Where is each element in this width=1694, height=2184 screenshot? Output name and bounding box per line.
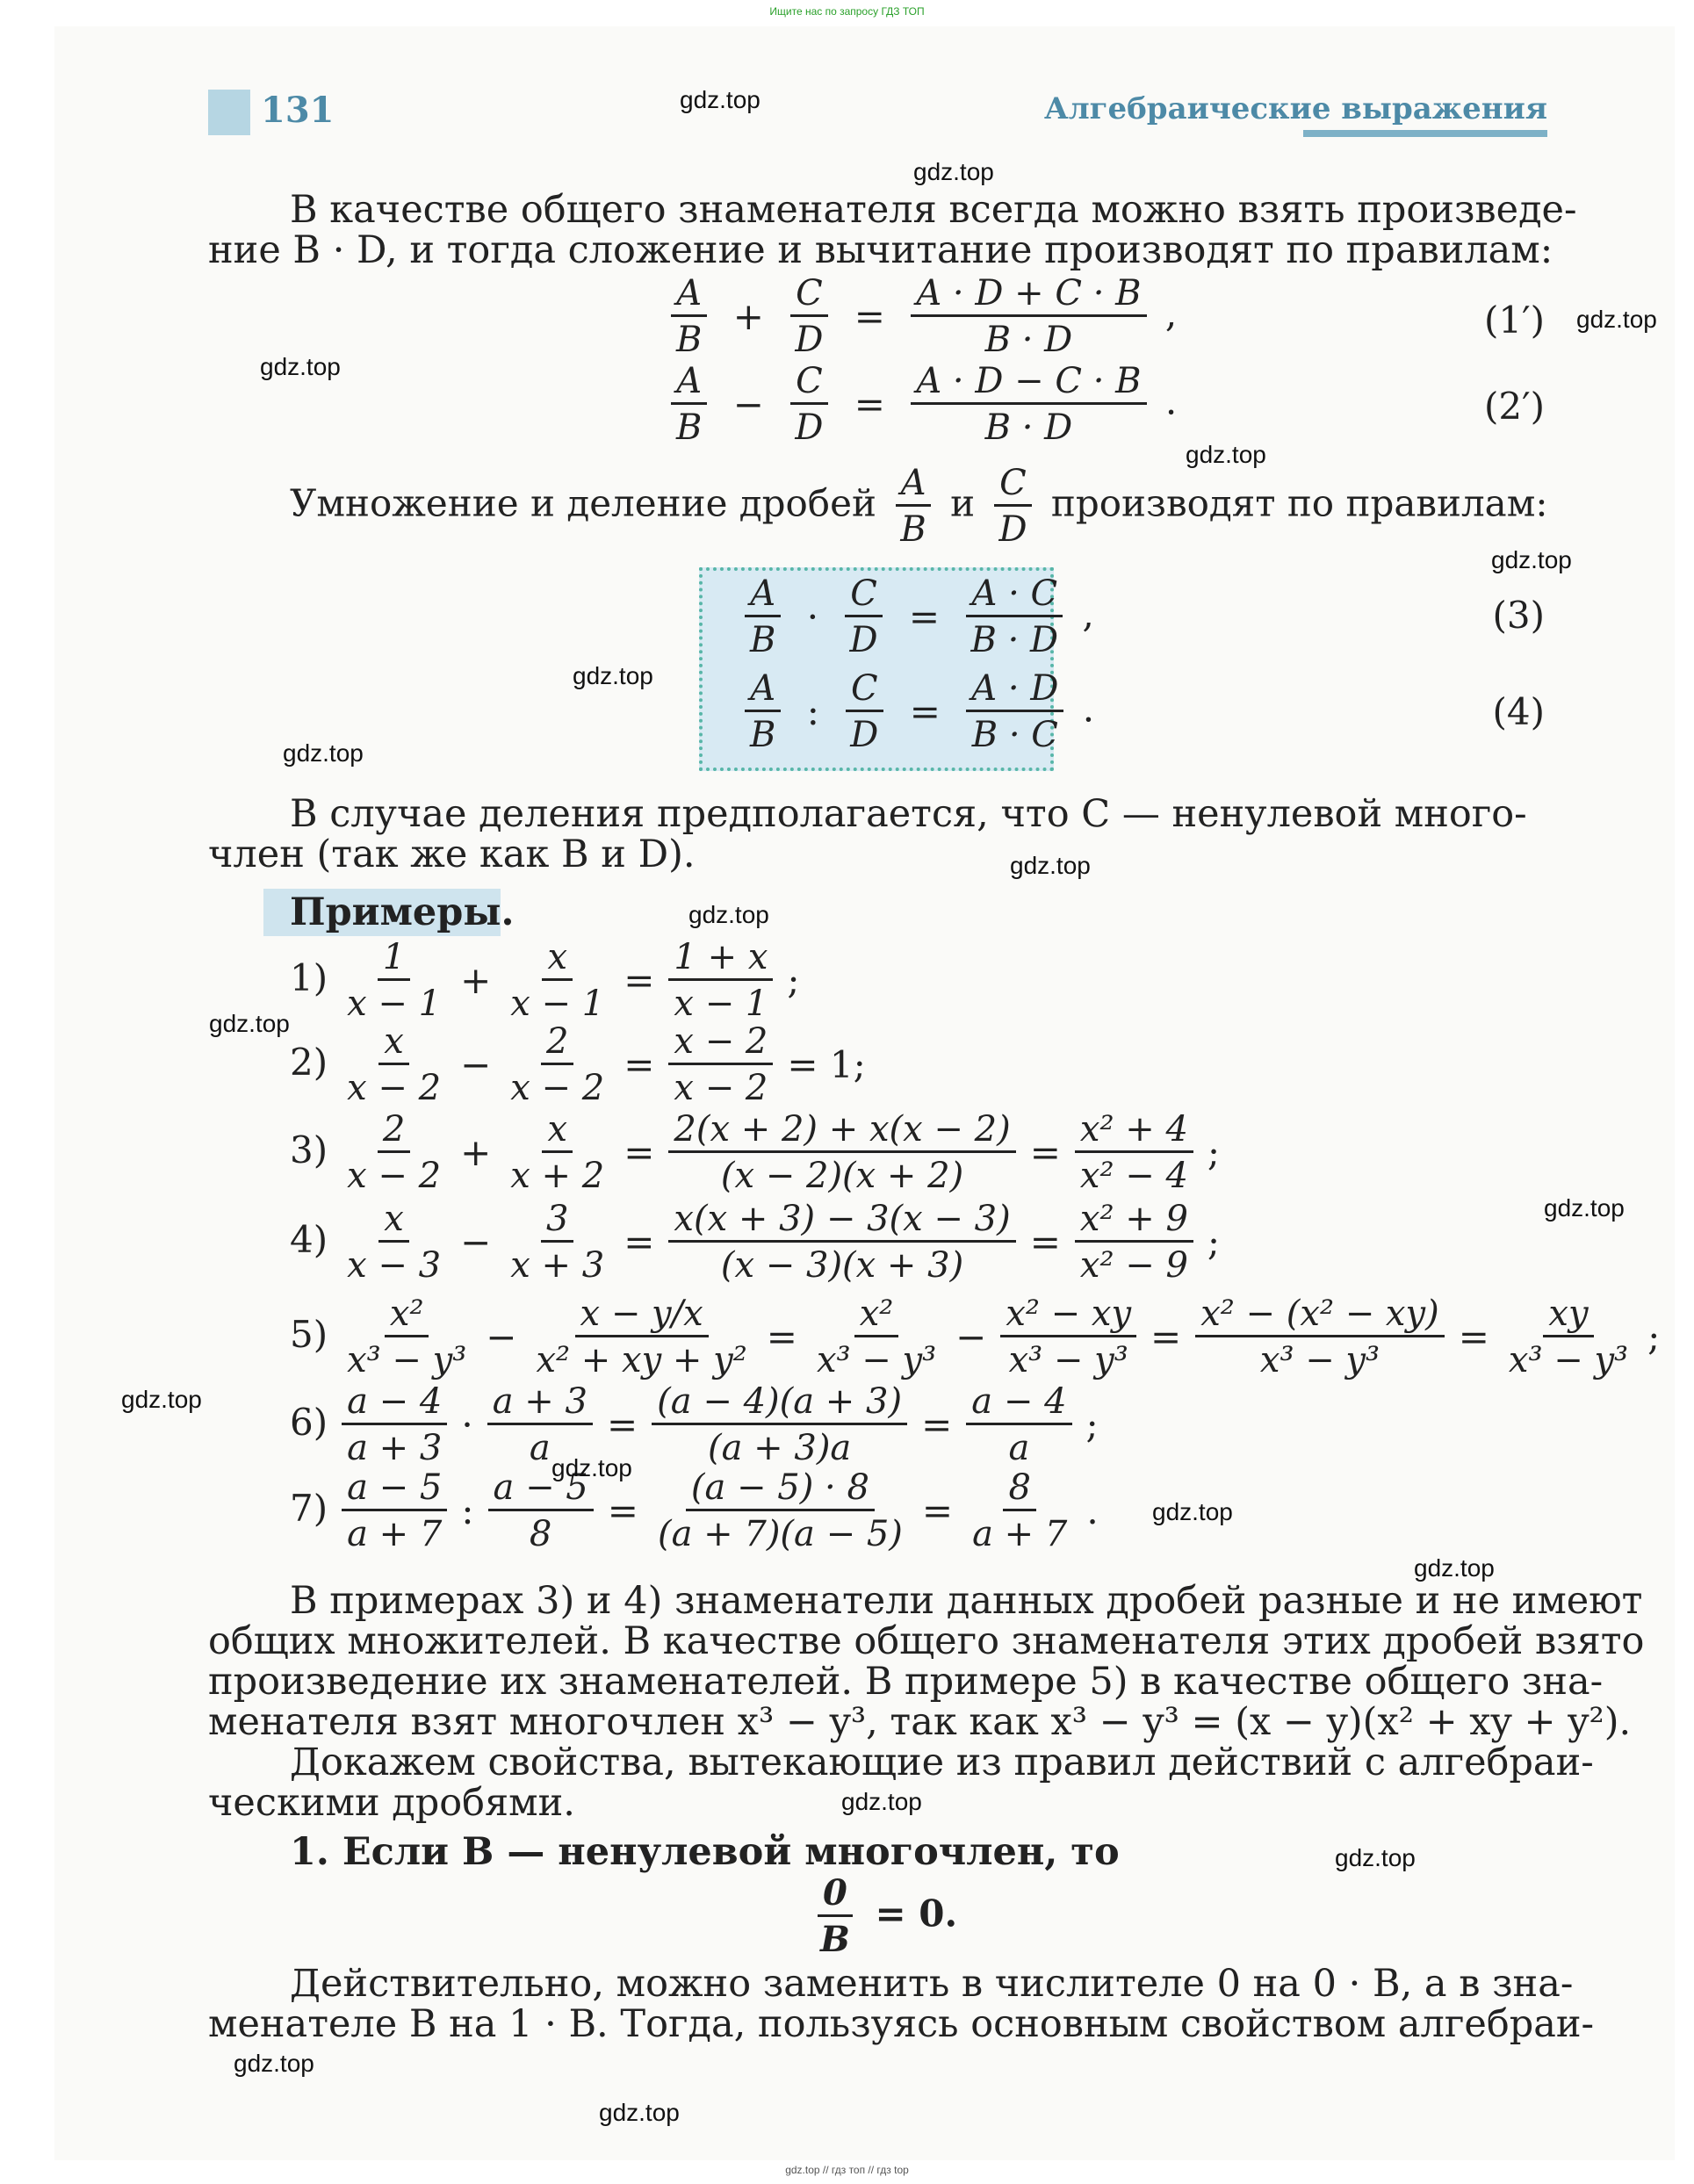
explanation-4: менателя взят многочлен x³ − y³, так как x³ − y³ = (x − y)(x² + xy + y²). <box>208 1700 1632 1744</box>
page-tab <box>208 90 250 135</box>
fraction: $\frac{x}{x - 2}$ <box>347 1021 442 1108</box>
fraction: $\frac{\text{x²}}{\text{x³ − y³}}$ <box>347 1294 467 1380</box>
fraction: $\frac{x - 2}{x - 2}$ <box>668 1024 773 1106</box>
property-1-formula: $\frac{0}{B}$ = 0. <box>808 1876 957 1957</box>
operator: ; <box>1207 1221 1221 1264</box>
operator: = <box>607 1489 638 1532</box>
operator: = <box>1029 1131 1061 1174</box>
operator: . <box>1086 1489 1099 1532</box>
fraction: $\frac{3}{x + 3}$ <box>510 1199 605 1286</box>
example-number: 5) <box>290 1312 328 1356</box>
top-note: Ищите нас по запросу ГДЗ ТОП <box>769 5 925 18</box>
example-4 <box>290 1199 1227 1286</box>
fraction: $\frac{a + 3}{a}$ <box>487 1384 593 1466</box>
operator: = <box>606 1403 638 1446</box>
fraction: $\frac{a - 4}{a}$ <box>966 1384 1071 1466</box>
bottom-note: gdz.top // гдз топ // гдз top <box>785 2164 909 2176</box>
watermark: gdz.top <box>283 739 364 767</box>
property-1-title: 1. Если B — ненулевой многочлен, то <box>290 1830 1120 1874</box>
operator: − <box>460 1221 492 1264</box>
watermark: gdz.top <box>1186 441 1266 468</box>
watermark: gdz.top <box>680 86 760 113</box>
fraction: $\frac{2}{x - 2}$ <box>510 1021 605 1108</box>
example-2 <box>290 1021 873 1108</box>
fraction: $\frac{8}{a + 7}$ <box>972 1467 1068 1554</box>
watermark: gdz.top <box>121 1386 202 1413</box>
formula-4: $\frac{A}{B}$ : $\frac{C}{D}$ = $\frac{A \cdot D}{B \cdot C}$ . <box>738 671 1094 753</box>
page-number: 131 <box>261 90 335 131</box>
watermark: gdz.top <box>1335 1844 1416 1871</box>
example-number: 7) <box>290 1486 328 1530</box>
operator: + <box>460 1131 492 1174</box>
formula-1prime: $\frac{A}{B}$ + $\frac{C}{D}$ = $\frac{A \cdot D + C \cdot B}{B \cdot D}$ , <box>664 276 1177 357</box>
formula-3: $\frac{A}{B}$ · $\frac{C}{D}$ = $\frac{A \cdot C}{B \cdot D}$ , <box>738 576 1094 658</box>
operator: = <box>766 1315 797 1359</box>
operator: ; <box>1207 1131 1221 1174</box>
label-4: (4) <box>1492 690 1545 733</box>
watermark: gdz.top <box>1152 1498 1233 1525</box>
example-1 <box>290 937 807 1024</box>
intro-line-2: ние B · D, и тогда сложение и вычитание производят по правилам: <box>208 228 1553 272</box>
operator: ; <box>787 959 800 1002</box>
multiplication-intro: Умножение и деление дробей $\frac{A}{B}$ и $\frac{C}{D}$ производят по правилам: <box>290 463 1548 550</box>
watermark: gdz.top <box>551 1454 632 1481</box>
fraction: $\frac{\text{x² + 4}}{\text{x² − 4}}$ <box>1075 1112 1193 1193</box>
example-number: 4) <box>290 1217 328 1261</box>
watermark: gdz.top <box>260 353 341 380</box>
example-5 <box>290 1296 1667 1378</box>
operator: = <box>624 1221 655 1264</box>
page-header <box>208 90 1547 139</box>
division-note-1: В случае деления предполагается, что C — ненулевой много- <box>290 792 1527 836</box>
operator: = <box>1150 1315 1182 1359</box>
explanation-2: общих множителей. В качестве общего знаменателя этих дробей взято <box>208 1619 1645 1663</box>
operator: = <box>1029 1221 1061 1264</box>
operator: = <box>1458 1315 1489 1359</box>
proof-line-2: менателе B на 1 · B. Тогда, пользуясь основным свойством алгебраи- <box>208 2002 1595 2046</box>
examples-title: Примеры. <box>290 890 515 934</box>
operator: − <box>460 1043 492 1086</box>
operator: − <box>486 1315 517 1359</box>
fraction: $\frac{x}{x - 3}$ <box>347 1199 442 1286</box>
operator: = <box>624 1043 655 1086</box>
fraction: $\frac{1 + x}{x - 1}$ <box>668 940 773 1021</box>
fraction: $\frac{\text{x² + 9}}{\text{x² − 9}}$ <box>1075 1201 1193 1283</box>
example-number: 2) <box>290 1040 328 1084</box>
example-number: 6) <box>290 1400 328 1444</box>
properties-intro-2: ческими дробями. <box>208 1781 575 1825</box>
label-1prime: (1′) <box>1483 299 1545 342</box>
intro-line-1: В качестве общего знаменателя всегда можно взять произведе- <box>290 188 1577 232</box>
fraction: $\frac{a - 5}{8}$ <box>488 1470 594 1552</box>
fraction: $\frac{xy}{\text{x³ − y³}}$ <box>1508 1294 1629 1380</box>
operator: ; <box>1647 1315 1661 1359</box>
fraction: $\frac{a - 5}{a + 7}$ <box>342 1470 447 1552</box>
fraction: $\frac{2}{x - 2}$ <box>347 1109 442 1196</box>
proof-line-1: Действительно, можно заменить в числителе 0 на 0 · B, а в зна- <box>290 1962 1574 2006</box>
watermark: gdz.top <box>841 1788 922 1815</box>
division-note-2: член (так же как B и D). <box>208 833 696 876</box>
operator: = 1; <box>787 1043 866 1086</box>
fraction: $\frac{(a - 4)(a + 3)}{(a + 3)a}$ <box>652 1384 907 1466</box>
watermark: gdz.top <box>209 1010 290 1037</box>
formula-2prime: $\frac{A}{B}$ − $\frac{C}{D}$ = $\frac{A \cdot D - C \cdot B}{B \cdot D}$ . <box>664 364 1177 445</box>
operator: = <box>921 1489 954 1532</box>
fraction: $\frac{1}{x - 1}$ <box>347 937 442 1024</box>
operator: = <box>921 1403 953 1446</box>
fraction: $\frac{(a - 5) \cdot 8}{(a + 7)(a - 5)}$ <box>657 1467 903 1554</box>
watermark: gdz.top <box>1576 306 1657 333</box>
fraction: $\frac{\text{x² − (x² − xy)}}{\text{x³ − y³}}$ <box>1195 1296 1444 1378</box>
fraction: $\frac{2(x + 2) + x(x - 2)}{(x - 2)(x + 2)}$ <box>668 1112 1015 1193</box>
fraction: $\frac{x - y/x}{\text{x² + xy + y²}}$ <box>536 1294 747 1380</box>
watermark: gdz.top <box>234 2050 314 2077</box>
fraction: $\frac{x(x + 3) - 3(x - 3)}{(x - 3)(x + 3)}$ <box>668 1201 1015 1283</box>
operator: ; <box>1085 1403 1099 1446</box>
label-2prime: (2′) <box>1483 385 1545 428</box>
explanation-1: В примерах 3) и 4) знаменатели данных дробей разные и не имеют <box>290 1579 1643 1623</box>
header-rule <box>1303 130 1547 137</box>
watermark: gdz.top <box>1491 546 1572 573</box>
operator: : <box>461 1489 474 1532</box>
watermark: gdz.top <box>1414 1554 1495 1582</box>
properties-intro-1: Докажем свойства, вытекающие из правил действий с алгебраи- <box>290 1741 1594 1784</box>
fraction: $\frac{x}{x - 1}$ <box>510 937 605 1024</box>
operator: = <box>624 1131 655 1174</box>
operator: · <box>461 1403 473 1446</box>
fraction: $\frac{x}{x + 2}$ <box>510 1109 605 1196</box>
fraction: $\frac{\text{x² − xy}}{\text{x³ − y³}}$ <box>1000 1296 1136 1378</box>
label-3: (3) <box>1492 594 1545 637</box>
fraction: $\frac{a - 4}{a + 3}$ <box>342 1384 447 1466</box>
watermark: gdz.top <box>1010 852 1091 879</box>
watermark: gdz.top <box>573 662 653 689</box>
watermark: gdz.top <box>1544 1194 1625 1222</box>
watermark: gdz.top <box>688 901 769 928</box>
operator: = <box>624 959 655 1002</box>
example-3 <box>290 1109 1227 1196</box>
watermark: gdz.top <box>913 158 994 185</box>
fraction: $\frac{\text{x²}}{\text{x³ − y³}}$ <box>816 1294 937 1380</box>
example-number: 3) <box>290 1128 328 1171</box>
example-number: 1) <box>290 955 328 999</box>
watermark: gdz.top <box>599 2099 680 2126</box>
operator: + <box>460 959 492 1002</box>
section-title: Алгебраические выражения <box>1044 91 1547 126</box>
explanation-3: произведение их знаменателей. В примере 5) в качестве общего зна- <box>208 1660 1604 1704</box>
operator: − <box>955 1315 987 1359</box>
